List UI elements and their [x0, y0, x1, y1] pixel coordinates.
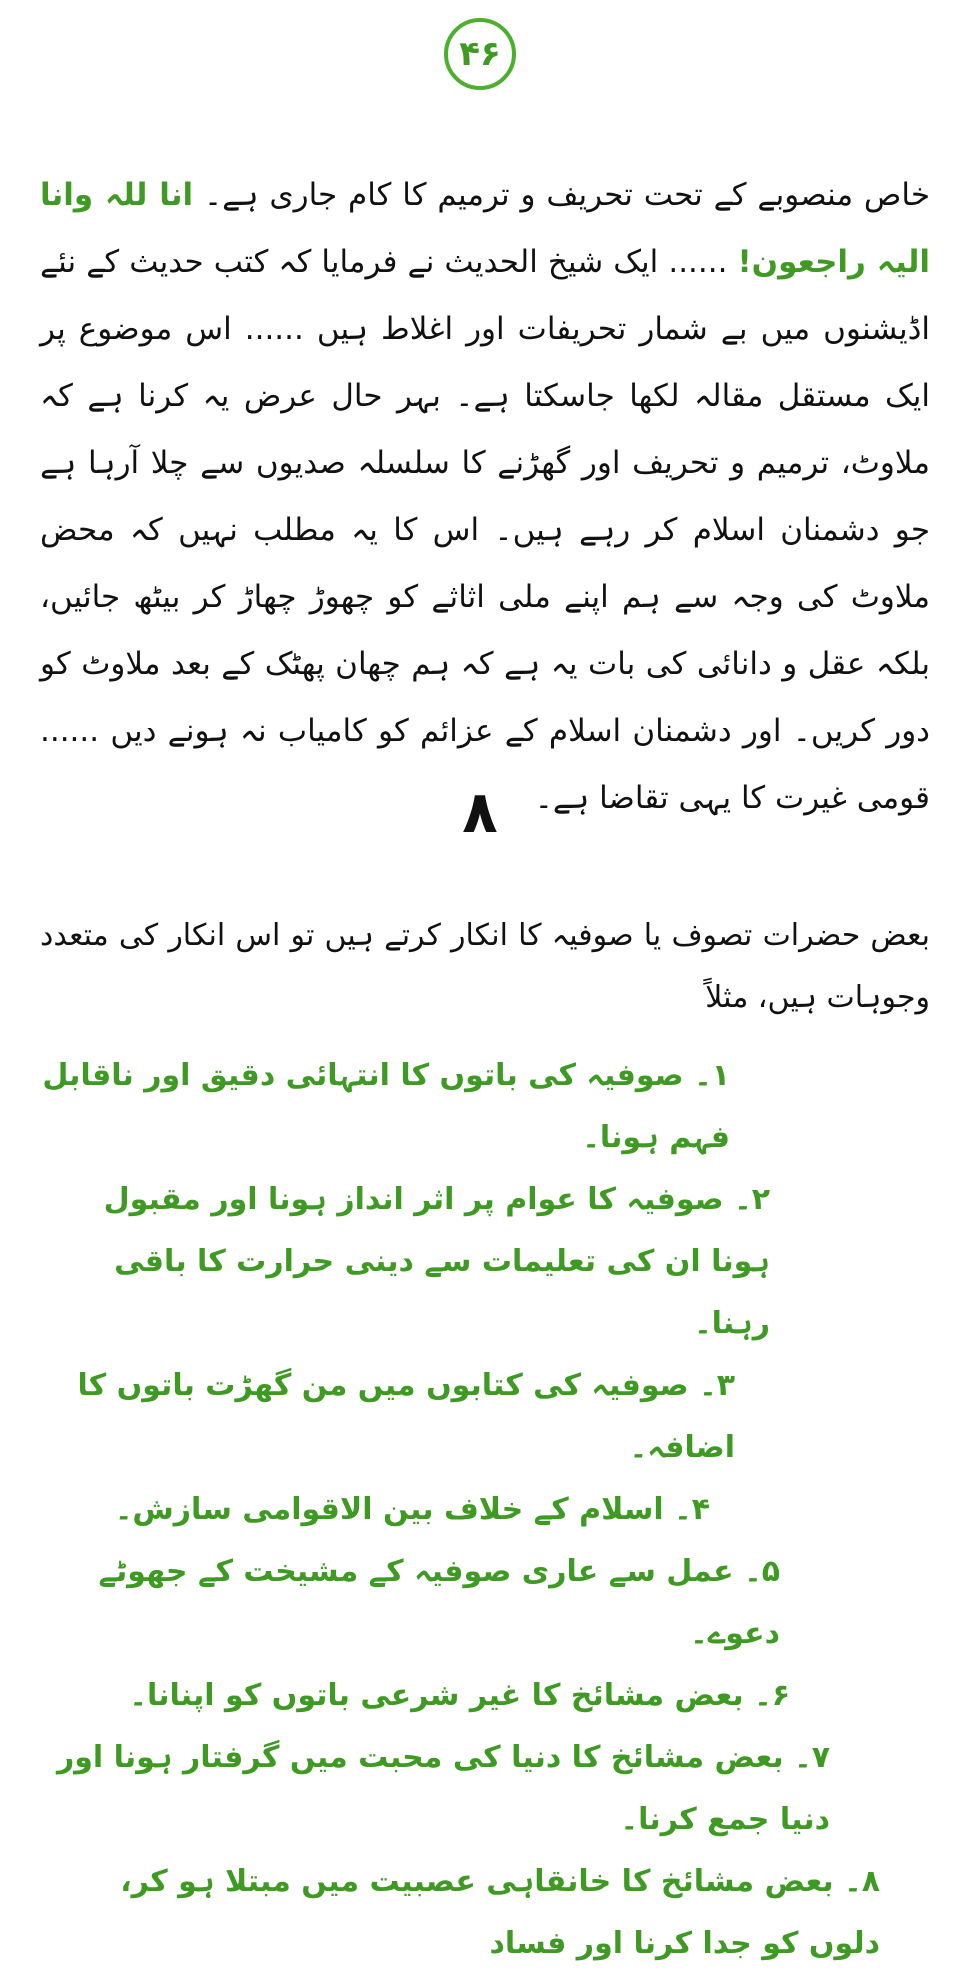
main-paragraph [40, 162, 930, 832]
list-item: ۴۔ اسلام کے خلاف بین الاقوامی سازش۔ [114, 1492, 710, 1527]
section-intro: بعض حضرات تصوف یا صوفیہ کا انکار کرتے ہیں تو اس انکار کی متعدد وجوہات ہیں، مثلاً [40, 918, 930, 1015]
page-number-badge [444, 18, 516, 90]
list-item: ۲۔ صوفیہ کا عوام پر اثر انداز ہونا اور مقبول ہونا ان کی تعلیمات سے دینی حرارت کا باقی رہنا۔ [103, 1182, 770, 1341]
page-number: ۴۶ [459, 34, 501, 74]
paragraph-highlight: انا للہ وانا الیہ راجعون! [40, 177, 930, 280]
reasons-list [40, 1045, 900, 1975]
list-item: ۵۔ عمل سے عاری صوفیہ کے مشیخت کے جھوٹے دعوے۔ [98, 1554, 780, 1651]
list-item: ۱۔ صوفیہ کی باتوں کا انتہائی دقیق اور ناقابل فہم ہونا۔ [42, 1058, 730, 1155]
list-item: ۳۔ صوفیہ کی کتابوں میں من گھڑت باتوں کا اضافہ۔ [77, 1368, 735, 1465]
section-number: ۸ [462, 778, 498, 846]
list-item: ۸۔ بعض مشائخ کا خانقاہی عصبیت میں مبتلا ہو کر، دلوں کو جدا کرنا اور فساد [120, 1864, 880, 1961]
paragraph-text-after: ...... ایک شیخ الحدیث نے فرمایا کہ کتب حدیث کے نئے اڈیشنوں میں بے شمار تحریفات اور اغلاط ہیں ...... اس موضوع پر ایک مستقل مقالہ لکھا جاسکتا ہے۔ بہر حال عرض یہ کرنا ہے کہ ملاوٹ، ترمیم و تحریف اور گھڑنے کا سلسلہ صدیوں سے چلا آرہا ہے جو دشمنان اسلام کر رہے ہیں۔ اس کا یہ مطلب نہیں کہ محض ملاوٹ کی وجہ سے ہم اپنے ملی اثاثے کو چھوڑ چھاڑ کر بیٹھ جائیں، بلکہ عقل و دانائی کی بات یہ ہے کہ ہم چھان پھٹک کے بعد ملاوٹ کو دور کریں۔ اور دشمنان اسلام کے عزائم کو کامیاب نہ ہونے دیں ...... قومی غیرت کا یہی تقاضا ہے۔ [40, 244, 930, 816]
paragraph-text-before: خاص منصوبے کے تحت تحریف و ترمیم کا کام جاری ہے۔ [193, 177, 931, 213]
list-item: ۷۔ بعض مشائخ کا دنیا کی محبت میں گرفتار ہونا اور دنیا جمع کرنا۔ [56, 1740, 830, 1837]
list-item: ۶۔ بعض مشائخ کا غیر شرعی باتوں کو اپنانا۔ [129, 1678, 790, 1713]
